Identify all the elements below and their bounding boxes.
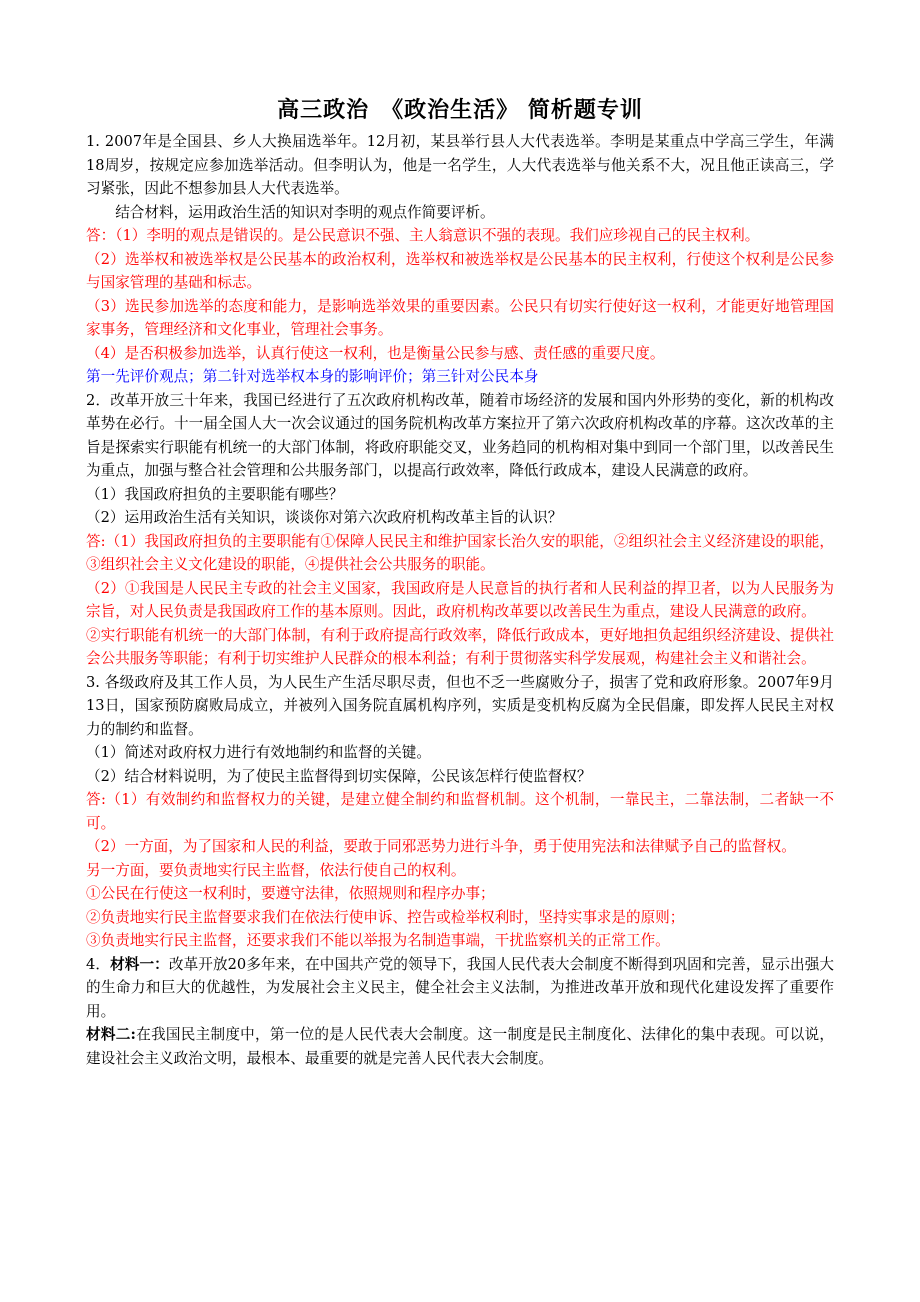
answer-3-part-3: 另一方面，要负责地实行民主监督，依法行使自己的权利。 xyxy=(86,861,466,879)
question-4-number: 4． xyxy=(86,955,111,973)
question-3-text: 3. 各级政府及其工作人员，为人民生产生活尽职尽责，但也不乏一些腐败分子，损害了党和政府形象。2007年9月13日，国家预防腐败局成立，并被列入国务院直属机构序列，实质是变机构反腐为全民倡廉，即发挥人民民主对权力的制约和监督。 xyxy=(86,673,834,738)
answer-3-part-2: （2）一方面，为了国家和人民的利益，要敢于同邪恶势力进行斗争，勇于使用宪法和法律赋予自己的监督权。 xyxy=(86,838,796,855)
answer-1-part-1: 答：（1）李明的观点是错误的。是公民意识不强、主人翁意识不强的表现。我们应珍视自己的民主权利。 xyxy=(86,227,760,244)
page-title: 高三政治 《政治生活》 简析题专训 xyxy=(277,98,643,123)
answer-3-part-1: 答:（1）有效制约和监督权力的关键，是建立健全制约和监督机制。这个机制，一靠民主，二靠法制，二者缺一不可。 xyxy=(86,791,834,832)
question-2-text: 2．改革开放三十年来，我国已经进行了五次政府机构改革，随着市场经济的发展和国内外形势的变化，新的机构改革势在必行。十一届全国人大一次会议通过的国务院机构改革方案拉开了第六次政府机构改革的序幕。这次改革的主旨是探索实行职能有机统一的大部门体制，将政府职能交叉，业务趋同的机构相对集中到同一个部门里，以改善民生为重点，加强与整合社会管理和公共服务部门，以提高行政效率，降低行政成本，建设人民满意的政府。 xyxy=(86,391,834,479)
material-2-label: 材料二: xyxy=(86,1026,136,1043)
answer-3-part-6: ③负责地实行民主监督，还要求我们不能以举报为名制造事端，干扰监察机关的正常工作。 xyxy=(86,932,670,949)
material-1-text: 改革开放20多年来，在中国共产党的领导下，我国人民代表大会制度不断得到巩固和完善，显示出强大的生命力和巨大的优越性，为发展社会主义民主，健全社会主义法制，为推进改革开放和现代化建设发挥了重要作用。 xyxy=(86,955,834,1020)
answer-2-part-3: ②实行职能有机统一的大部门体制，有利于政府提高行政效率，降低行政成本，更好地担负起组织经济建设、提供社会公共服务等职能；有利于切实维护人民群众的根本利益；有利于贯彻落实科学发展观，构建社会主义和谐社会。 xyxy=(86,626,834,667)
question-3-sub-1: （1）简述对政府权力进行有效地制约和监督的关键。 xyxy=(86,744,431,761)
answer-1-part-3: （3）选民参加选举的态度和能力，是影响选举效果的重要因素。公民只有切实行使好这一权利，才能更好地管理国家事务，管理经济和文化事业，管理社会事务。 xyxy=(86,297,834,338)
question-1-text: 1. 2007年是全国县、乡人大换届选举年。12月初，某县举行县人大代表选举。李明是某重点中学高三学生，年满18周岁，按规定应参加选举活动。但李明认为，他是一名学生，人大代表选举与他关系不大，况且他正读高三，学习紧张，因此不想参加县人大代表选举。 xyxy=(86,133,834,197)
question-3-sub-2: （2）结合材料说明，为了使民主监督得到切实保障，公民该怎样行使监督权？ xyxy=(86,767,592,785)
answer-2-part-2: （2）①我国是人民民主专政的社会主义国家，我国政府是人民意旨的执行者和人民利益的捍卫者，以为人民服务为宗旨，对人民负责是我国政府工作的基本原则。因此，政府机构改革要以改善民生为重点，建设人民满意的政府。 xyxy=(86,579,834,620)
material-1-label: 材料一： xyxy=(110,955,169,973)
answer-3-part-5: ②负责地实行民主监督要求我们在依法行使申诉、控告或检举权利时，坚持实事求是的原则； xyxy=(86,908,685,926)
question-2-sub-1: （1）我国政府担负的主要职能有哪些？ xyxy=(86,485,344,503)
answer-3-part-4: ①公民在行使这一权利时，要遵守法律，依照规则和程序办事； xyxy=(86,885,495,902)
answer-1-part-2: （2）选举权和被选举权是公民基本的政治权利，选举权和被选举权是公民基本的民主权利，行使这个权利是公民参与国家管理的基础和标志。 xyxy=(86,250,834,291)
question-4-material-1 xyxy=(86,953,834,1024)
answer-1-note: 第一先评价观点；第二针对选举权本身的影响评价；第三针对公民本身 xyxy=(86,368,539,385)
answer-2-part-1: 答:（1）我国政府担负的主要职能有①保障人民民主和维护国家长治久安的职能，②组织社会主义经济建设的职能，③组织社会主义文化建设的职能，④提供社会公共服务的职能。 xyxy=(86,532,834,573)
question-2-sub-2: （2）运用政治生活有关知识，谈谈你对第六次政府机构改革主旨的认识？ xyxy=(86,509,563,526)
question-1-prompt: 结合材料，运用政治生活的知识对李明的观点作简要评析。 xyxy=(115,203,495,221)
material-2-text: 在我国民主制度中，第一位的是人民代表大会制度。这一制度是民主制度化、法律化的集中表现。可以说，建设社会主义政治文明，最根本、最重要的就是完善人民代表大会制度。 xyxy=(86,1026,834,1067)
answer-1-part-4: （4）是否积极参加选举，认真行使这一权利，也是衡量公民参与感、责任感的重要尺度。 xyxy=(86,344,665,362)
question-4-material-2 xyxy=(86,1023,834,1070)
